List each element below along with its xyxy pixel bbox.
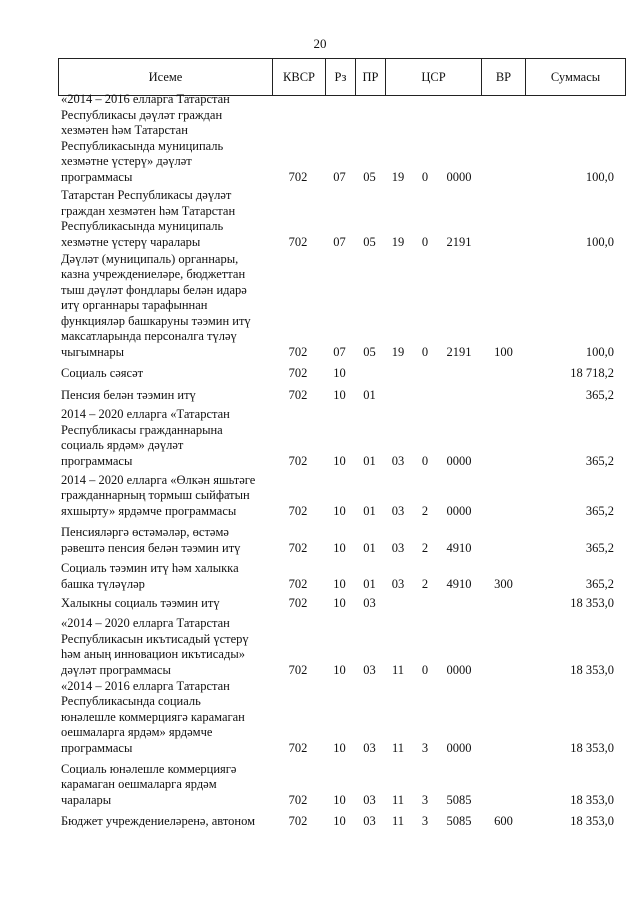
cell-name-line: Социаль юнәлешле коммерциягә [61, 761, 237, 776]
table-row [0, 366, 640, 382]
cell-rz: 10 [333, 387, 346, 402]
cell-csr-subprogram: 2 [421, 503, 429, 518]
cell-name-line: оешмаларга ярдәм» ярдәмче [61, 725, 213, 739]
cell-csr-program: 11 [391, 662, 405, 677]
table-header [58, 58, 626, 96]
cell-csr-subprogram: 3 [421, 740, 429, 755]
cell-name-line: итү органнары тарафыннан [61, 298, 208, 312]
cell-name-line: Халыкны социаль тәэмин итү [61, 595, 220, 610]
cell-sum: 365,2 [585, 453, 614, 468]
cell-kvsr: 702 [288, 234, 308, 249]
cell-csr-program: 03 [391, 453, 405, 468]
cell-sum: 18 353,0 [570, 595, 614, 610]
cell-name-line: программасы [61, 453, 133, 468]
cell-name [61, 762, 272, 809]
cell-rz: 10 [333, 792, 346, 807]
cell-rz: 10 [333, 595, 346, 610]
cell-name-line: Бюджет учреждениеләренә, автоном [61, 813, 256, 828]
page-number: 20 [313, 36, 327, 51]
cell-pr: 03 [363, 813, 376, 828]
cell-name-line: рәвештә пенсия белән тәэмин итү [61, 540, 241, 555]
cell-name-line: Республикасын икътисадый үстерү [61, 631, 249, 646]
cell-name-line: «2014 – 2016 елларга Татарстан [61, 678, 230, 693]
cell-csr-program: 03 [391, 540, 405, 555]
cell-name [61, 616, 272, 678]
cell-name-line: 2014 – 2020 елларга «Татарстан [61, 407, 230, 421]
table-row [0, 525, 640, 556]
cell-rz: 10 [333, 576, 346, 591]
cell-csr-subprogram: 3 [421, 792, 429, 807]
cell-pr: 01 [363, 576, 376, 591]
cell-name-line: Республикасында муниципаль [61, 219, 224, 233]
cell-name-line: чыгымнары [61, 344, 125, 359]
table-row [0, 616, 640, 678]
table-row [0, 92, 640, 185]
cell-sum: 18 718,2 [570, 365, 614, 380]
cell-pr: 03 [363, 662, 376, 677]
cell-pr: 01 [363, 387, 376, 402]
cell-name [61, 473, 272, 520]
cell-csr-direction: 4910 [446, 540, 472, 555]
cell-csr-program: 11 [391, 792, 405, 807]
table-row [0, 561, 640, 592]
cell-csr-subprogram: 0 [421, 344, 429, 359]
cell-csr-direction: 2191 [446, 344, 472, 359]
cell-csr-direction: 0000 [446, 740, 472, 755]
cell-name-line: юнәлешле коммерциягә карамаган [61, 709, 245, 724]
header-name: Исеме [59, 59, 273, 96]
cell-name-line: Социаль тәэмин итү һәм халыкка [61, 561, 239, 575]
cell-name [61, 525, 272, 556]
cell-csr-direction: 4910 [446, 576, 472, 591]
cell-csr-subprogram: 0 [421, 169, 429, 184]
cell-rz: 10 [333, 540, 346, 555]
cell-name-line: Республикасында муниципаль [61, 138, 224, 153]
cell-pr: 01 [363, 453, 376, 468]
cell-csr-direction: 5085 [446, 813, 472, 828]
cell-name-line: Республикасы гражданнарына [61, 422, 223, 437]
cell-name-line: башка түләүләр [61, 576, 145, 591]
table-row [0, 762, 640, 809]
cell-csr-program: 11 [391, 813, 405, 828]
cell-name-line: социаль ярдәм» дәүләт [61, 438, 184, 452]
cell-kvsr: 702 [288, 792, 308, 807]
cell-csr-program: 03 [391, 576, 405, 591]
cell-name-line: максатларында персоналга түләү [61, 329, 237, 343]
table-row [0, 679, 640, 757]
cell-sum: 100,0 [585, 169, 614, 184]
cell-name [61, 252, 272, 361]
cell-name-line: Республикасы дәүләт граждан [61, 107, 223, 122]
table-row [0, 252, 640, 361]
cell-kvsr: 702 [288, 453, 308, 468]
cell-pr: 05 [363, 169, 376, 184]
cell-pr: 05 [363, 234, 376, 249]
cell-rz: 10 [333, 503, 346, 518]
cell-name [61, 366, 272, 382]
cell-rz: 10 [333, 813, 346, 828]
cell-name-line: чаралары [61, 792, 112, 807]
cell-sum: 18 353,0 [570, 740, 614, 755]
cell-rz: 10 [333, 453, 346, 468]
cell-name-line: дәүләт программасы [61, 662, 171, 677]
table-row [0, 473, 640, 520]
cell-csr-subprogram: 2 [421, 576, 429, 591]
cell-sum: 18 353,0 [570, 792, 614, 807]
cell-sum: 365,2 [585, 576, 614, 591]
cell-name [61, 679, 272, 757]
cell-name-line: граждан хезмәтен һәм Татарстан [61, 203, 236, 218]
cell-name-line: программасы [61, 740, 133, 755]
cell-rz: 10 [333, 740, 346, 755]
cell-csr-direction: 0000 [446, 662, 472, 677]
cell-kvsr: 702 [288, 365, 308, 380]
cell-rz: 07 [333, 169, 346, 184]
cell-name [61, 188, 272, 250]
cell-rz: 10 [333, 365, 346, 380]
cell-csr-direction: 0000 [446, 169, 472, 184]
cell-sum: 365,2 [585, 503, 614, 518]
cell-name-line: Пенсияләргә өстәмәләр, өстәмә [61, 525, 229, 539]
cell-name-line: 2014 – 2020 елларга «Өлкән яшьтәге [61, 472, 256, 487]
cell-kvsr: 702 [288, 813, 308, 828]
cell-csr-program: 19 [391, 169, 405, 184]
cell-sum: 365,2 [585, 540, 614, 555]
cell-pr: 01 [363, 540, 376, 555]
table-row [0, 188, 640, 250]
cell-kvsr: 702 [288, 387, 308, 402]
cell-name-line: Дәүләт (муниципаль) органнары, [61, 251, 239, 266]
cell-pr: 03 [363, 740, 376, 755]
cell-name-line: «2014 – 2020 елларга Татарстан [61, 616, 230, 630]
cell-pr: 01 [363, 503, 376, 518]
cell-vr: 300 [494, 576, 513, 591]
cell-name [61, 561, 272, 592]
cell-name-line: һәм аның инновацион икътисады» [61, 647, 245, 661]
header-vr: ВР [482, 59, 526, 96]
cell-name-line: Пенсия белән тәэмин итү [61, 387, 196, 402]
table-row [0, 407, 640, 469]
cell-kvsr: 702 [288, 169, 308, 184]
cell-csr-subprogram: 3 [421, 813, 429, 828]
cell-sum: 100,0 [585, 344, 614, 359]
cell-csr-direction: 2191 [446, 234, 472, 249]
cell-pr: 03 [363, 792, 376, 807]
cell-name-line: функцияләр башкаруны тәэмин итү [61, 313, 251, 328]
cell-name-line: «2014 – 2016 елларга Татарстан [61, 92, 230, 106]
cell-name-line: программасы [61, 169, 133, 184]
cell-sum: 365,2 [585, 387, 614, 402]
cell-kvsr: 702 [288, 576, 308, 591]
cell-csr-subprogram: 2 [421, 540, 429, 555]
cell-csr-program: 03 [391, 503, 405, 518]
cell-csr-program: 19 [391, 344, 405, 359]
cell-kvsr: 702 [288, 503, 308, 518]
cell-csr-subprogram: 0 [421, 662, 429, 677]
header-rz: Рз [326, 59, 356, 96]
cell-name-line: Татарстан Республикасы дәүләт [61, 188, 232, 202]
table-row [0, 596, 640, 612]
cell-name [61, 407, 272, 469]
cell-rz: 07 [333, 344, 346, 359]
cell-csr-direction: 0000 [446, 453, 472, 468]
cell-name-line: хезмәтне үстерү» дәүләт [61, 154, 192, 168]
cell-csr-direction: 0000 [446, 503, 472, 518]
cell-sum: 18 353,0 [570, 662, 614, 677]
cell-kvsr: 702 [288, 595, 308, 610]
cell-kvsr: 702 [288, 662, 308, 677]
cell-name [61, 92, 272, 185]
cell-name [61, 596, 272, 612]
cell-pr: 03 [363, 595, 376, 610]
cell-name [61, 388, 272, 404]
cell-name-line: тыш дәүләт фондлары белән идарә [61, 282, 247, 297]
cell-name [61, 814, 272, 830]
cell-csr-program: 19 [391, 234, 405, 249]
header-kvsr: КВСР [273, 59, 326, 96]
cell-kvsr: 702 [288, 344, 308, 359]
cell-csr-program: 11 [391, 740, 405, 755]
cell-name-line: хезмәтне үстерү чаралары [61, 234, 201, 249]
cell-name-line: казна учреждениеләре, бюджеттан [61, 267, 246, 281]
header-csr: ЦСР [386, 59, 482, 96]
cell-rz: 07 [333, 234, 346, 249]
cell-csr-direction: 5085 [446, 792, 472, 807]
cell-vr: 600 [494, 813, 513, 828]
cell-pr: 05 [363, 344, 376, 359]
table-row [0, 814, 640, 830]
cell-name-line: гражданнарның тормыш сыйфатын [61, 488, 250, 502]
cell-rz: 10 [333, 662, 346, 677]
cell-name-line: яхшырту» ярдәмче программасы [61, 503, 237, 518]
header-sum: Суммасы [526, 59, 626, 96]
cell-csr-subprogram: 0 [421, 234, 429, 249]
cell-sum: 100,0 [585, 234, 614, 249]
cell-csr-subprogram: 0 [421, 453, 429, 468]
cell-name-line: хезмәтен һәм Татарстан [61, 123, 188, 137]
cell-name-line: карамаган оешмаларга ярдәм [61, 777, 217, 791]
cell-kvsr: 702 [288, 740, 308, 755]
cell-kvsr: 702 [288, 540, 308, 555]
cell-name-line: Социаль сәясәт [61, 365, 144, 380]
table-row [0, 388, 640, 404]
cell-vr: 100 [494, 344, 513, 359]
cell-name-line: Республикасында социаль [61, 694, 201, 708]
cell-sum: 18 353,0 [570, 813, 614, 828]
header-pr: ПР [356, 59, 386, 96]
